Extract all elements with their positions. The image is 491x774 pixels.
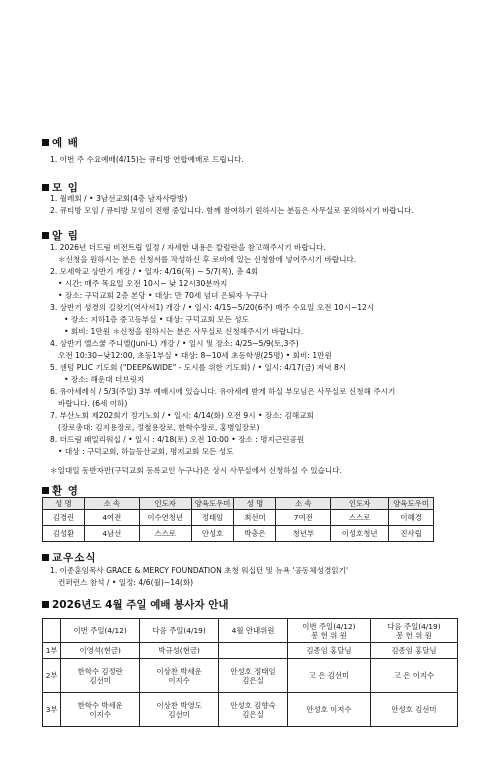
table-cell: 안성호 김선미: [370, 693, 457, 727]
table-cell: 이혜경: [389, 510, 434, 526]
col-header: 4월 안내위원: [219, 619, 288, 643]
col-header: 인도자: [331, 498, 389, 510]
notice-line: 4. 상반기 엘스쿨 주니엘(Juni-L) 개강 / • 일시 및 장소: 4/25~5/9(토,3주): [50, 339, 299, 348]
notice-line: (장로총대: 김지용장로, 정철용장로, 한학수장로, 홍병일장로): [58, 423, 260, 432]
col-header: 다음 주일(4/19) 봉 헌 위 원: [370, 619, 457, 643]
volunteer-table: [42, 618, 458, 727]
table-cell: 김경린: [43, 510, 85, 526]
volunteer-header-row: [43, 619, 458, 643]
col-header: 성 명: [43, 498, 85, 510]
table-cell: 안성호 정태임 김은실: [219, 659, 288, 693]
col-header: 양육도우미: [389, 498, 434, 510]
table-cell: 4여전: [84, 510, 139, 526]
meeting-heading: 모 임: [42, 180, 79, 195]
square-bullet-icon: [42, 487, 49, 494]
table-cell: [219, 643, 288, 659]
notice-line: • 회비: 1만원 ＊신청을 원하시는 분은 사무실로 신청해주시기 바랍니다.: [64, 327, 304, 336]
table-cell: 이상찬 박영도 김선미: [140, 693, 219, 727]
notice-line: 5. 센텀 PLIC 기도회 ("DEEP&WIDE" - 도시를 위한 기도회) / • 일시: 4/17(금) 저녁 8시: [50, 363, 347, 372]
notice-line: 7. 부산노회 제202회기 정기노회 / • 일시: 4/14(화) 오전 9시 • 장소: 김해교회: [50, 411, 314, 420]
worship-heading: 예 배: [42, 135, 79, 150]
notice-line: 3. 상반기 성경의 길찾기(역사서1) 개강 / • 일시: 4/15~5/20(6주) 매주 수요일 오전 10시~12시: [50, 303, 375, 312]
volunteer-heading: 2026년도 4월 주일 예배 봉사자 안내: [42, 597, 229, 612]
col-header: [43, 619, 61, 643]
table-cell: 고 은 김선미: [287, 659, 370, 693]
table-cell: 안성호: [191, 526, 234, 542]
table-cell: 김종임 홍달님: [370, 643, 457, 659]
table-cell: 이성호청년: [331, 526, 389, 542]
col-header: 이번 주일(4/12) 봉 헌 위 원: [287, 619, 370, 643]
notice-line: 2. 모세학교 상반기 개강 / • 일자: 4/16(목) ~ 5/7(목), 총 4회: [50, 267, 259, 276]
table-cell: 스스로: [331, 510, 389, 526]
col-header: 소 속: [276, 498, 331, 510]
notice-line: 바랍니다. (6세 이하): [58, 399, 128, 408]
notice-line: 1. 2026년 더드림 비전트립 일정 / 자세한 내용은 칼럼란을 참고해주시기 바랍니다.: [50, 243, 326, 252]
member-news-line: 컨퍼런스 참석 / • 일정: 4/6(월)~14(화): [58, 578, 194, 587]
table-cell: 이영석(현금): [61, 643, 140, 659]
table-cell: 청년부: [276, 526, 331, 542]
col-header: 이번 주일(4/12): [61, 619, 140, 643]
meeting-item: 1. 월례회 / • 3남선교회(4층 남자사랑방): [50, 194, 188, 203]
notice-line: • 시간: 매주 목요일 오전 10시~ 낮 12시30분까지: [58, 279, 228, 288]
notice-line: ＊신청을 원하시는 분은 신청서를 작성하신 후 로비에 있는 신청함에 넣어주시기 바랍니다.: [58, 255, 357, 264]
col-header: 성 명: [234, 498, 276, 510]
col-header: 인도자: [139, 498, 191, 510]
square-bullet-icon: [42, 554, 49, 561]
notice-heading: 알 림: [42, 228, 79, 243]
table-cell: 4남선: [84, 526, 139, 542]
square-bullet-icon: [42, 601, 49, 608]
table-row: [43, 659, 458, 693]
table-cell: 한학수 김정란 김선미: [61, 659, 140, 693]
notice-line: 6. 유아세례식 / 5/3(주일) 3부 예배시에 있습니다. 유아세례 받게 하실 부모님은 사무실로 신청해 주시기: [50, 387, 396, 396]
square-bullet-icon: [42, 184, 49, 191]
table-cell: 진사립: [389, 526, 434, 542]
col-header: 다음 주일(4/19): [140, 619, 219, 643]
member-news-heading: 교우소식: [42, 550, 97, 565]
worship-item: 1. 이번 주 수요예배(4/15)는 큐티방 연합예배로 드립니다.: [50, 155, 244, 164]
table-cell: 김종임 홍달님: [287, 643, 370, 659]
table-cell: 스스로: [139, 526, 191, 542]
col-header: 양육도우미: [191, 498, 234, 510]
table-cell: 최선미: [234, 510, 276, 526]
notice-line: 오전 10:30~낮12:00, 초등1부실 • 대상: 8~10세 초등학생(25명) • 회비: 1만원: [58, 351, 332, 360]
welcome-heading: 환 영: [42, 483, 79, 498]
welcome-header-row: [43, 498, 434, 510]
table-cell: 박규성(현금): [140, 643, 219, 659]
notice-line: • 대상 : 구덕교회, 하늘등산교회, 명지교회 모든 성도: [58, 447, 234, 456]
table-row: [43, 643, 458, 659]
notice-line: 8. 더드림 패밀리워십 / • 일시 : 4/18(토) 오전 10:00 • 장소 : 명지근린공원: [50, 435, 305, 444]
table-cell: 이상찬 박세운 이지수: [140, 659, 219, 693]
notice-line: • 장소: 지하1층 중고등부실 • 대상: 구덕교회 모든 성도: [64, 315, 249, 324]
table-cell: 정태임: [191, 510, 234, 526]
table-cell: 이수연청년: [139, 510, 191, 526]
col-header: 소 속: [84, 498, 139, 510]
table-row: [43, 510, 434, 526]
service-label: 3부: [43, 693, 61, 727]
welcome-table: [42, 497, 434, 542]
table-cell: 안성호 김향숙 김은실: [219, 693, 288, 727]
member-news-line: 1. 이종훈임목사 GRACE & MERCY FOUNDATION 초청 워십턴 및 뉴욕 '공동체성경읽기': [50, 566, 349, 575]
service-label: 2부: [43, 659, 61, 693]
table-row: [43, 693, 458, 727]
table-cell: 7여전: [276, 510, 331, 526]
table-row: [43, 526, 434, 542]
square-bullet-icon: [42, 232, 49, 239]
service-label: 1부: [43, 643, 61, 659]
square-bullet-icon: [42, 139, 49, 146]
table-cell: 김성환: [43, 526, 85, 542]
table-cell: 안성호 이지수: [287, 693, 370, 727]
notice-line: • 장소: 구덕교회 2층 본당 • 대상: 만 70세 넘녀 은퇴자 누구나: [58, 291, 268, 300]
table-cell: 박충은: [234, 526, 276, 542]
meeting-item: 2. 큐티방 모임 / 큐티방 모임이 진행 중입니다. 함께 참여하기 원하시는 분들은 사무실로 문의하시기 바랍니다.: [50, 206, 414, 215]
table-cell: 고 은 이지수: [370, 659, 457, 693]
table-cell: 한학수 박세운 이지수: [61, 693, 140, 727]
notice-footnote: ＊일대일 동반자반(구덕교회 등록교인 누구나)은 상시 사무실에서 신청하실 수 있습니다.: [50, 466, 342, 475]
notice-line: • 장소: 해운대 더브릿지: [64, 375, 145, 384]
